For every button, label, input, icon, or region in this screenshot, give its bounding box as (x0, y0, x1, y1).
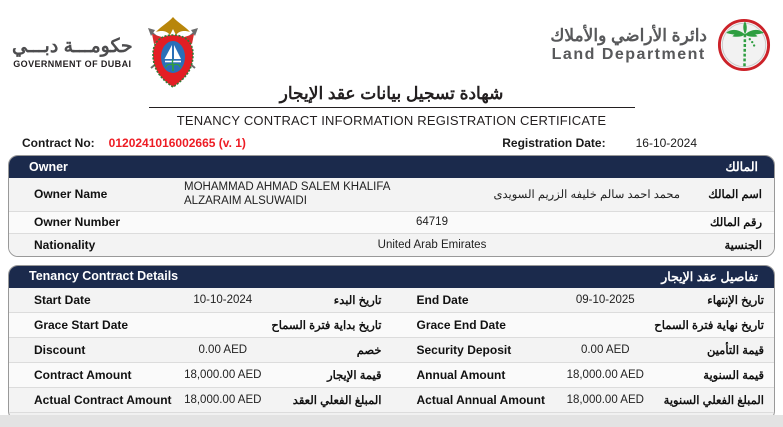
dubai-coat-of-arms-icon (141, 16, 205, 90)
land-department-english: Land Department (551, 46, 706, 64)
certificate-header (0, 0, 783, 84)
nationality-label: Nationality (34, 237, 96, 252)
bottom-edge (0, 415, 783, 427)
tenancy-section-title-ar: تفاصيل عقد الإيجار (661, 269, 758, 284)
contract-meta-row (0, 136, 783, 150)
owner-number-row (9, 212, 774, 234)
actual-annual-amount-label: Actual Annual Amount (416, 392, 545, 407)
actual-amounts-row (9, 388, 774, 413)
title-divider (149, 107, 635, 108)
security-deposit-label-arabic: قيمة التأمين (706, 344, 764, 357)
start-date-label: Start Date (34, 292, 91, 307)
grace-end-date-field (392, 313, 775, 337)
grace-end-date-label: Grace End Date (416, 317, 506, 332)
annual-amount-value: 18,000.00 AED (566, 368, 644, 381)
owner-section-title-en: Owner (29, 159, 68, 174)
grace-end-date-label-arabic: تاريخ نهاية فترة السماح (654, 319, 764, 332)
contract-amount-label-arabic: قيمة الإيجار (327, 369, 382, 382)
owner-name-value-arabic: محمد احمد سالم خليفه الزريم السويدى (493, 189, 680, 202)
actual-contract-amount-label-arabic: المبلغ الفعلي العقد (292, 394, 382, 407)
grace-start-date-label-arabic: تاريخ بداية فترة السماح (271, 319, 382, 332)
dates-row (9, 288, 774, 313)
owner-section-title-ar: المالك (725, 160, 758, 174)
discount-value: 0.00 AED (198, 343, 248, 356)
registration-date-label: Registration Date: (502, 136, 606, 150)
discount-label: Discount (34, 342, 86, 357)
grace-start-date-field (9, 313, 392, 337)
government-of-dubai-english: GOVERNMENT OF DUBAI (13, 59, 132, 70)
nationality-row (9, 234, 774, 256)
actual-annual-amount-field (392, 388, 775, 412)
nationality-value: United Arab Emirates (377, 238, 487, 251)
end-date-value: 09-10-2025 (575, 293, 635, 306)
contract-amount-label: Contract Amount (34, 367, 132, 382)
actual-contract-amount-value: 18,000.00 AED (184, 393, 262, 406)
registration-date-value: 16-10-2024 (635, 136, 697, 150)
annual-amount-label-arabic: قيمة السنوية (703, 369, 764, 382)
end-date-label: End Date (416, 292, 469, 307)
land-department-arabic: دائرة الأراضي والأملاك (550, 25, 707, 45)
actual-annual-amount-value: 18,000.00 AED (566, 393, 644, 406)
government-of-dubai-text (12, 37, 133, 70)
end-date-field (392, 288, 775, 312)
owner-section (8, 155, 775, 257)
owner-number-label-arabic: رقم المالك (710, 217, 762, 230)
discount-label-arabic: خصم (356, 344, 382, 357)
start-date-value: 10-10-2024 (193, 293, 253, 306)
grace-dates-row (9, 313, 774, 338)
government-of-dubai-logo (12, 8, 205, 90)
tenancy-section-header (9, 266, 774, 288)
annual-amount-field (392, 363, 775, 387)
contract-amount-value: 18,000.00 AED (184, 368, 262, 381)
tenancy-details-section (8, 265, 775, 421)
actual-contract-amount-label: Actual Contract Amount (34, 392, 172, 407)
amounts-row (9, 363, 774, 388)
land-department-logo (550, 8, 771, 72)
owner-number-label: Owner Number (34, 215, 121, 230)
contract-no-label: Contract No: (22, 136, 95, 150)
start-date-field (9, 288, 392, 312)
security-deposit-field (392, 338, 775, 362)
grace-start-date-label: Grace Start Date (34, 317, 129, 332)
tenancy-section-title-en: Tenancy Contract Details (29, 269, 179, 284)
owner-name-label-arabic: اسم المالك (708, 189, 762, 202)
start-date-label-arabic: تاريخ البدء (333, 294, 382, 307)
government-of-dubai-arabic: حكومـــة دبـــي (12, 35, 133, 57)
owner-name-value: MOHAMMAD AHMAD SALEM KHALIFA ALZARAIM ALSUWAIDI (184, 181, 390, 208)
certificate-title-arabic: شهادة تسجيل بيانات عقد الإيجار (279, 84, 504, 103)
nationality-label-arabic: الجنسية (724, 239, 762, 252)
palm-tree-emblem-icon (717, 18, 771, 72)
actual-contract-amount-field (9, 388, 392, 412)
security-deposit-value: 0.00 AED (580, 343, 630, 356)
owner-name-label: Owner Name (34, 187, 108, 202)
discount-deposit-row (9, 338, 774, 363)
contract-no-value: 0120241016002665 (v. 1) (108, 136, 246, 150)
discount-field (9, 338, 392, 362)
actual-annual-amount-label-arabic: المبلغ الفعلي السنوية (663, 394, 764, 407)
owner-name-row (9, 178, 774, 212)
security-deposit-label: Security Deposit (416, 342, 512, 357)
land-department-text (550, 26, 707, 65)
end-date-label-arabic: تاريخ الإنتهاء (707, 294, 764, 307)
contract-amount-field (9, 363, 392, 387)
certificate-title-english: TENANCY CONTRACT INFORMATION REGISTRATION CERTIFICATE (176, 113, 607, 128)
owner-section-header (9, 156, 774, 178)
annual-amount-label: Annual Amount (416, 367, 506, 382)
owner-number-value: 64719 (416, 216, 448, 229)
